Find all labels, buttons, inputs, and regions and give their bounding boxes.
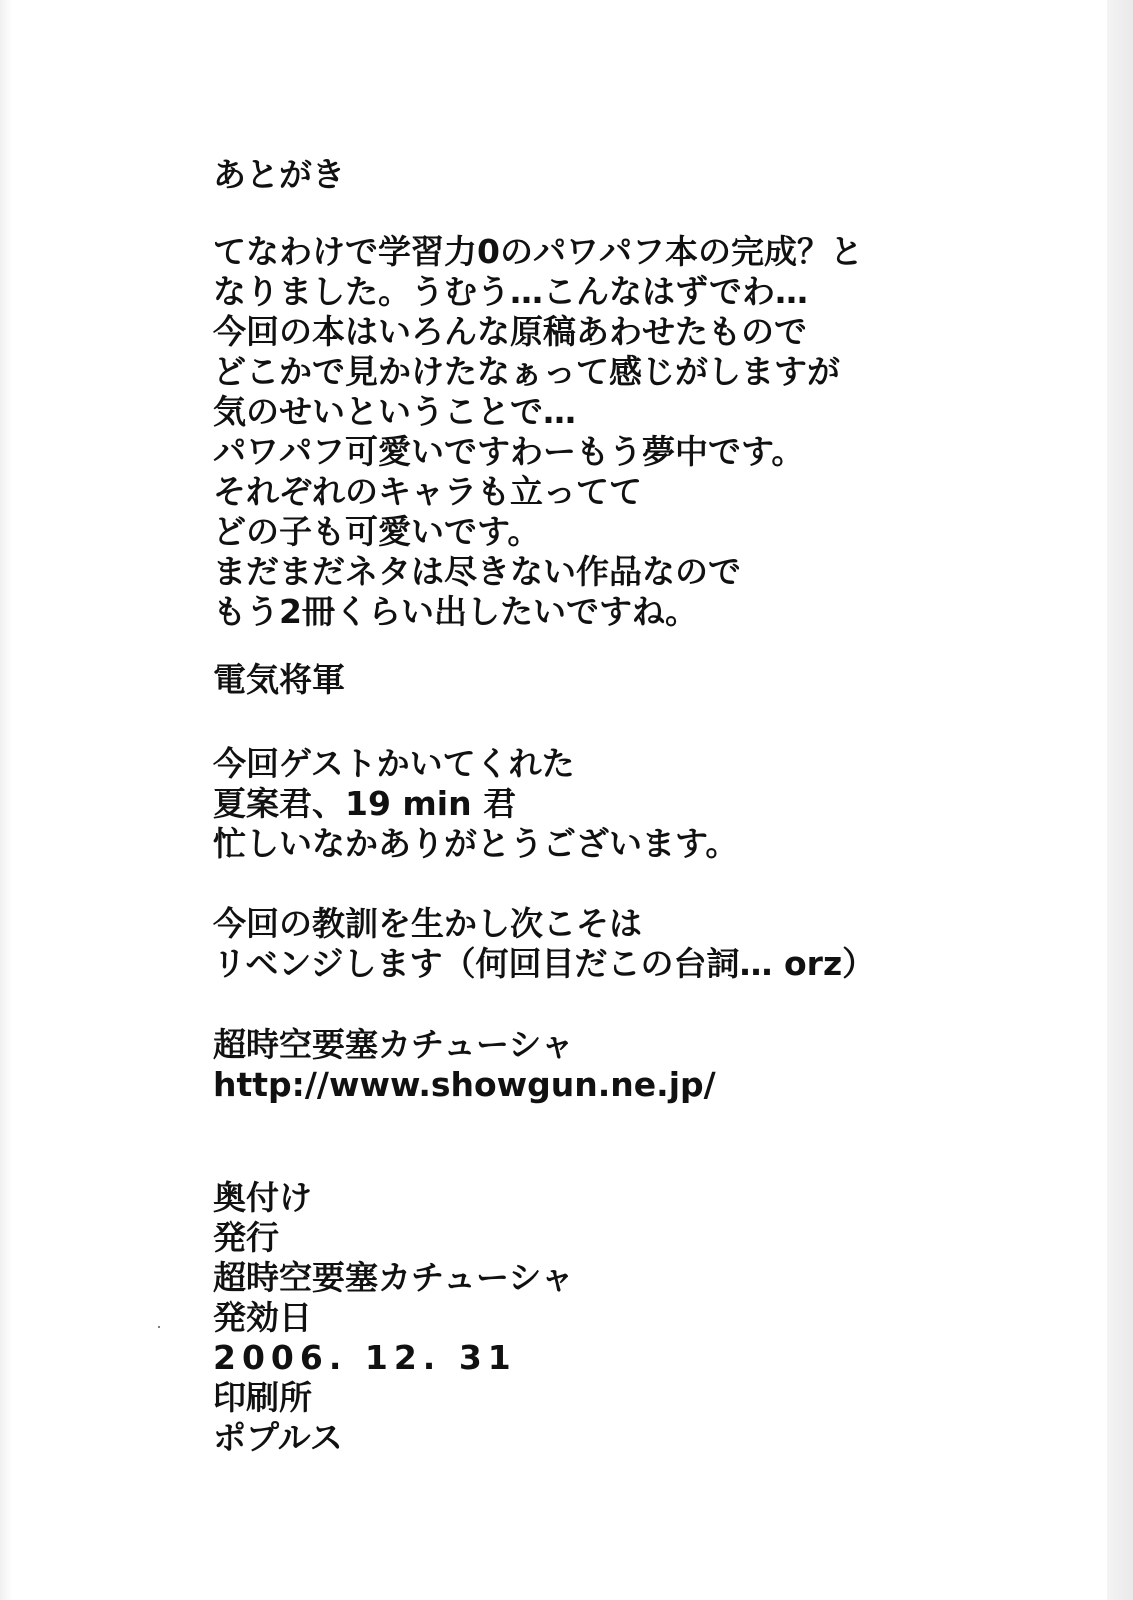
revenge-section xyxy=(213,904,875,984)
circle-url[interactable]: http://www.showgun.ne.jp/ xyxy=(213,1065,716,1104)
thanks-section xyxy=(213,744,738,864)
afterword-line: 今回の本はいろんな原稿あわせたもので xyxy=(213,312,807,351)
thanks-line: 今回ゲストかいてくれた xyxy=(213,744,575,783)
afterword-line: どこかで見かけたなぁって感じがしますが xyxy=(213,352,840,391)
afterword-line: それぞれのキャラも立ってて xyxy=(213,472,642,511)
afterword-body xyxy=(213,232,863,632)
author-signature: 電気将軍 xyxy=(213,660,345,699)
afterword-line: 気のせいということで… xyxy=(213,392,576,431)
afterword-line: てなわけで学習力0のパワパフ本の完成？と xyxy=(213,232,863,271)
colophon-section xyxy=(213,1178,574,1458)
publisher-label: 発行 xyxy=(213,1218,279,1257)
colophon-heading: 奥付け xyxy=(213,1178,312,1217)
revenge-line: 今回の教訓を生かし次こそは xyxy=(213,904,642,943)
revenge-line: リベンジします（何回目だこの台詞… orz） xyxy=(213,944,876,983)
circle-name: 超時空要塞カチューシャ xyxy=(213,1025,574,1064)
afterword-line: まだまだネタは尽きない作品なので xyxy=(213,552,741,591)
thanks-line: 夏案君、19 min 君 xyxy=(213,784,517,823)
page-edge-right xyxy=(1107,0,1133,1600)
publisher-value: 超時空要塞カチューシャ xyxy=(213,1258,574,1297)
afterword-heading: あとがき xyxy=(213,155,345,194)
afterword-section xyxy=(213,155,345,195)
afterword-line: なりました。うむう…こんなはずでわ… xyxy=(213,272,808,311)
page-edge-left xyxy=(0,0,12,1600)
afterword-line: もう2冊くらい出したいですね。 xyxy=(213,592,698,631)
signature-section xyxy=(213,660,345,700)
printer-label: 印刷所 xyxy=(213,1378,312,1417)
scan-speck xyxy=(158,1326,160,1328)
afterword-line: パワパフ可愛いですわーもう夢中です。 xyxy=(213,432,805,471)
afterword-line: どの子も可愛いです。 xyxy=(213,512,541,551)
date-label: 発効日 xyxy=(213,1298,312,1337)
thanks-line: 忙しいなかありがとうございます。 xyxy=(213,824,739,863)
printer-value: ポプルス xyxy=(213,1418,343,1457)
date-value: 2006. 12. 31 xyxy=(213,1338,517,1377)
circle-section xyxy=(213,1025,716,1105)
